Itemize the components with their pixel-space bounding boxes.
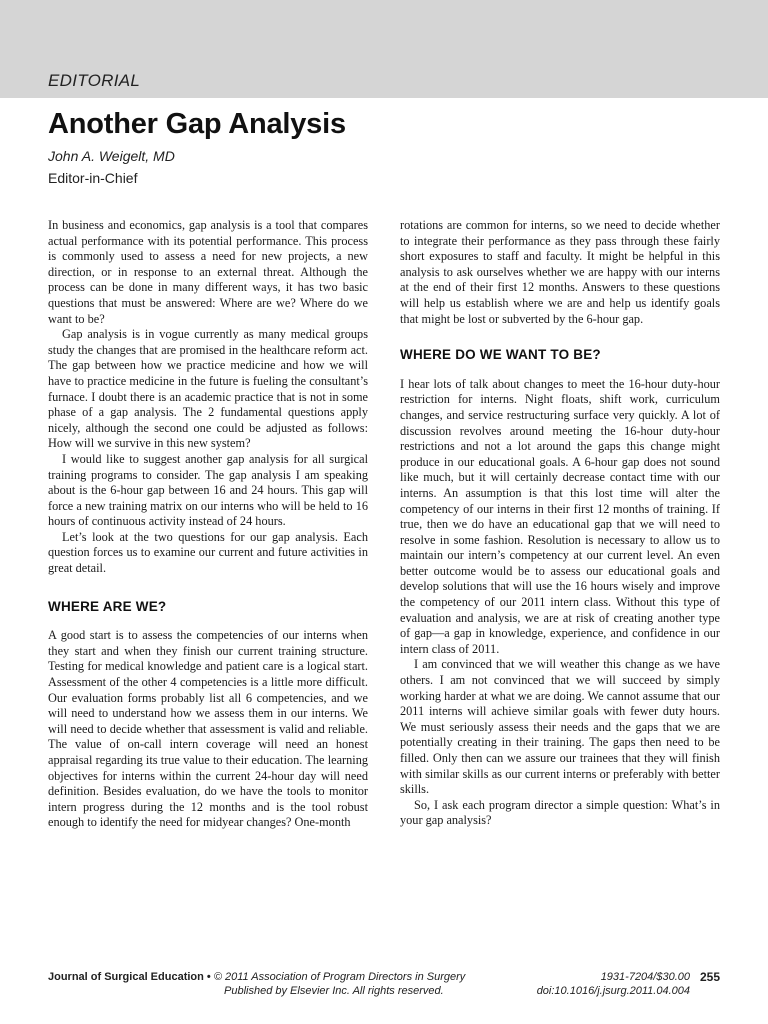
footer-identifiers (537, 970, 690, 998)
right-column (400, 218, 720, 829)
journal-name: Journal of Surgical Education (48, 971, 204, 983)
paragraph: I would like to suggest another gap analysis for all surgical training programs to consider. The gap analysis I am speaking about is the 6-hour gap between 16 and 24 hours. This gap will force a new training matrix on our interns who will be held to 16 hours of continuous activity instead of 24 hours. (48, 451, 368, 529)
issn-price: 1931-7204/$30.00 (600, 971, 690, 983)
section-label: EDITORIAL (48, 71, 141, 90)
paragraph: I hear lots of talk about changes to meet the 16-hour duty-hour restriction for interns. Night floats, shift work, curriculum changes, and service restructuring surface very quickly. A lot of discussion revolves around meeting the 16-hour duty-hour restrictions and not a lot around the gaps this change might produce in our educational goals. A 6-hour gap does not sound like much, but it will certainly decrease contact time with our interns. An assumption is that this lost time will alter the competency of our interns in their first 12 months of training. If true, then we do have an educational gap that we will need to resolve in some fashion. Resolution is necessary to allow us to maintain our intern’s competency at our current level. An even better outcome would be to assess our educational goals and develop solutions that will use the 16 hours wisely and improve the competency of our 2011 intern class. Without this type of evaluation and analysis, we are at risk of creating another type of gap—a gap in knowledge, experience, and confidence in our intern class of 2011. (400, 376, 720, 656)
author-name: John A. Weigelt, MD (48, 148, 175, 164)
page-number: 255 (699, 970, 720, 984)
section-heading-where-do-we-want-to-be: WHERE DO WE WANT TO BE? (400, 347, 601, 363)
paragraph: I am convinced that we will weather this change as we have others. I am not convinced that we will succeed by simply working harder at what we are doing. We cannot assume that our 2011 interns will achieve similar goals with fewer duty hours. We must seriously assess their needs and the gaps that we are potentially creating in their training. The gaps then need to be filled. Only then can we assure our trainees that they will finish with similar skills as our current interns or preferably with better skills. (400, 657, 720, 797)
article-title: Another Gap Analysis (48, 108, 346, 140)
copyright-notice: © 2011 Association of Program Directors in Surgery (213, 971, 466, 983)
paragraph: Gap analysis is in vogue currently as many medical groups study the changes that are promised in the healthcare reform act. The gap between how we practice medicine and how we will have to practice medicine in the future is fueling the consultant’s furnace. I doubt there is an academic practice that is not in some phase of a gap analysis. The 2 fundamental questions apply nicely, although the second one could be adjusted as follows: How will we survive in this new system? (48, 327, 368, 451)
doi: doi:10.1016/j.jsurg.2011.04.004 (536, 985, 690, 997)
paragraph: rotations are common for interns, so we need to decide whether to integrate their performance as they pass through these fairly short exposures to staff and faculty. It might be helpful in this analysis to ask ourselves whether we are happy with our interns at the end of their first 12 months. Answers to these questions will help us establish where we are and help us identify goals that might be lost or subverted by the 6-hour gap. (400, 218, 720, 326)
author-role: Editor-in-Chief (48, 170, 138, 186)
footer-citation (48, 970, 508, 997)
section-heading-where-are-we: WHERE ARE WE? (48, 598, 167, 614)
paragraph: So, I ask each program director a simple question: What’s in your gap analysis? (400, 797, 720, 828)
paragraph: A good start is to assess the competencies of our interns when they start and when they finish our current training structure. Testing for medical knowledge and patient care is a logical start. Assessment of the other 4 competencies is a little more difficult. Our evaluation forms probably list all 6 competencies, and we will need to understand how we assess them in our interns. We will need to decide whether that assessment is valid and reliable. The value of on-call intern coverage will need an honest appraisal regarding its true value to their education. The learning objectives for interns within the current 24-hour day will need definition. Besides evaluation, do we have the tools to monitor intern progress during the 12 months and is the tool robust enough to identify the need for midyear changes? One-month (48, 628, 368, 830)
publisher-notice: Published by Elsevier Inc. All rights reserved. (224, 985, 444, 997)
paragraph: Let’s look at the two questions for our gap analysis. Each question forces us to examine our current and future activities in great detail. (48, 529, 368, 576)
left-column (48, 218, 368, 831)
paragraph: In business and economics, gap analysis is a tool that compares actual performance with its potential performance. This process is commonly used to assess a need for new projects, a new direction, or in response to an external threat. Although the process can be done in many different ways, it has two basic questions that must be answered: Where are we? Where do we want to be? (48, 218, 368, 326)
footer-bullet: • (206, 971, 211, 983)
